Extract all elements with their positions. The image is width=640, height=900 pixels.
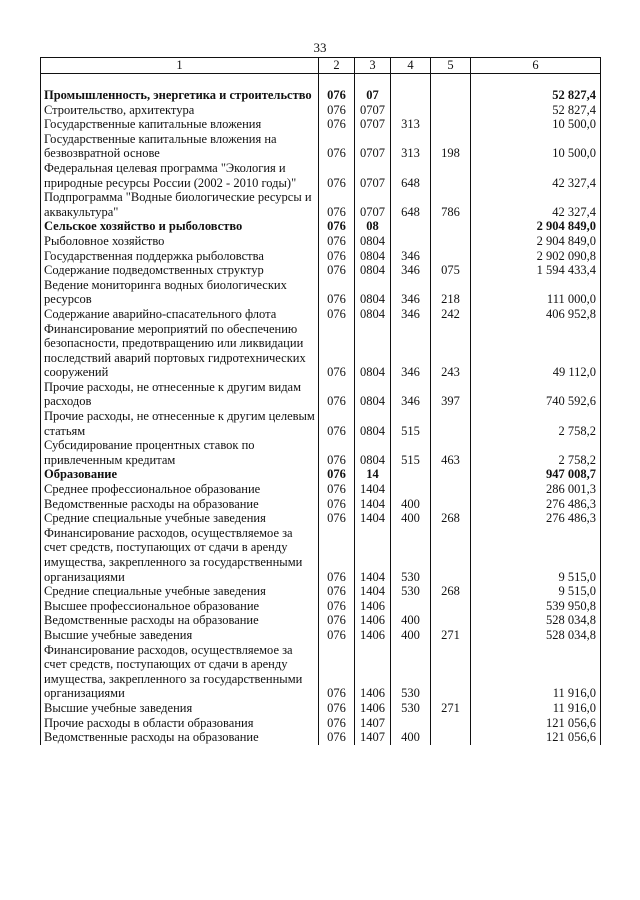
row-amount: 52 827,4 [471,103,601,118]
row-code-col4: 400 [391,511,431,526]
row-code-col2: 076 [319,322,355,380]
row-name: Ведомственные расходы на образование [41,730,319,745]
table-row [41,701,601,716]
table-row [41,380,601,409]
row-code-col2: 076 [319,380,355,409]
row-code-col3: 0804 [355,249,391,264]
row-code-col4 [391,103,431,118]
row-amount: 276 486,3 [471,497,601,512]
row-code-col2: 076 [319,613,355,628]
row-code-col2: 076 [319,409,355,438]
row-name: Строительство, архитектура [41,103,319,118]
row-code-col3: 0804 [355,409,391,438]
row-code-col3: 0707 [355,190,391,219]
row-amount: 406 952,8 [471,307,601,322]
row-code-col3: 0804 [355,278,391,307]
table-row [41,467,601,482]
table-row [41,190,601,219]
row-amount: 10 500,0 [471,117,601,132]
row-code-col4 [391,88,431,103]
row-code-col2: 076 [319,190,355,219]
row-code-col5: 271 [431,701,471,716]
row-name: Рыболовное хозяйство [41,234,319,249]
row-code-col2: 076 [319,628,355,643]
table-row [41,643,601,701]
table-row [41,526,601,584]
row-code-col4: 346 [391,263,431,278]
row-code-col2: 076 [319,307,355,322]
row-code-col5 [431,613,471,628]
table-row [41,584,601,599]
row-name: Прочие расходы, не отнесенные к другим целевым статьям [41,409,319,438]
row-amount: 9 515,0 [471,526,601,584]
row-code-col4: 346 [391,322,431,380]
row-amount: 11 916,0 [471,701,601,716]
row-name: Государственные капитальные вложения на безвозвратной основе [41,132,319,161]
row-code-col3: 1404 [355,482,391,497]
row-code-col5: 218 [431,278,471,307]
table-row [41,716,601,731]
row-amount: 528 034,8 [471,613,601,628]
row-code-col3: 0804 [355,307,391,322]
row-code-col5 [431,103,471,118]
row-name: Ведение мониторинга водных биологических ресурсов [41,278,319,307]
row-name: Высшие учебные заведения [41,628,319,643]
row-code-col3: 1406 [355,643,391,701]
row-name: Финансирование расходов, осуществляемое за счет средств, поступающих от сдачи в аренду имущества, закрепленного за государственными организациями [41,526,319,584]
row-code-col5 [431,497,471,512]
row-amount: 276 486,3 [471,511,601,526]
table-row [41,249,601,264]
row-name: Финансирование мероприятий по обеспечению безопасности, предотвращению или ликвидации последствий аварий портовых гидротехнических сооружений [41,322,319,380]
row-code-col2: 076 [319,467,355,482]
table-row [41,322,601,380]
row-code-col2: 076 [319,438,355,467]
row-name: Средние специальные учебные заведения [41,584,319,599]
row-code-col4 [391,219,431,234]
row-code-col4: 530 [391,643,431,701]
row-name: Среднее профессиональное образование [41,482,319,497]
row-code-col5 [431,467,471,482]
row-name: Средние специальные учебные заведения [41,511,319,526]
row-amount: 1 594 433,4 [471,263,601,278]
table-row [41,278,601,307]
row-code-col2: 076 [319,497,355,512]
row-code-col3: 0707 [355,132,391,161]
row-name: Подпрограмма "Водные биологические ресурсы и аквакультура" [41,190,319,219]
row-code-col2: 076 [319,234,355,249]
row-code-col4: 530 [391,701,431,716]
table-row [41,219,601,234]
row-code-col2: 076 [319,599,355,614]
row-code-col3: 14 [355,467,391,482]
row-amount: 2 904 849,0 [471,219,601,234]
row-code-col5 [431,716,471,731]
table-row [41,307,601,322]
row-code-col5: 268 [431,511,471,526]
row-code-col5: 243 [431,322,471,380]
row-code-col5 [431,161,471,190]
row-code-col4: 515 [391,409,431,438]
row-code-col2: 076 [319,161,355,190]
row-code-col3: 1407 [355,730,391,745]
row-amount: 2 902 090,8 [471,249,601,264]
row-code-col4: 346 [391,307,431,322]
row-code-col4 [391,234,431,249]
row-code-col3: 1406 [355,701,391,716]
column-header-5: 5 [431,58,471,74]
row-code-col3: 0707 [355,103,391,118]
row-code-col4: 400 [391,497,431,512]
row-code-col3: 08 [355,219,391,234]
row-code-col3: 1404 [355,497,391,512]
row-name: Прочие расходы в области образования [41,716,319,731]
row-code-col2: 076 [319,511,355,526]
table-row [41,613,601,628]
row-amount: 42 327,4 [471,161,601,190]
table-row [41,599,601,614]
row-code-col2: 076 [319,482,355,497]
column-header-1: 1 [41,58,319,74]
row-code-col4: 530 [391,584,431,599]
row-amount: 42 327,4 [471,190,601,219]
row-amount: 947 008,7 [471,467,601,482]
row-code-col4: 648 [391,161,431,190]
row-amount: 286 001,3 [471,482,601,497]
row-amount: 52 827,4 [471,88,601,103]
row-code-col3: 07 [355,88,391,103]
row-code-col5: 242 [431,307,471,322]
row-amount: 539 950,8 [471,599,601,614]
table-row [41,132,601,161]
row-code-col4 [391,716,431,731]
row-code-col3: 0804 [355,322,391,380]
page-number: 33 [313,40,327,55]
row-code-col3: 0804 [355,263,391,278]
row-code-col4: 400 [391,730,431,745]
row-code-col5 [431,482,471,497]
table-row [41,161,601,190]
row-code-col5 [431,599,471,614]
row-name: Государственные капитальные вложения [41,117,319,132]
column-header-2: 2 [319,58,355,74]
table-row [41,263,601,278]
row-name: Субсидирование процентных ставок по привлеченным кредитам [41,438,319,467]
table-row [41,628,601,643]
row-code-col4 [391,599,431,614]
row-code-col5: 075 [431,263,471,278]
row-code-col5 [431,234,471,249]
row-code-col2: 076 [319,117,355,132]
row-code-col4: 313 [391,117,431,132]
row-name: Образование [41,467,319,482]
row-code-col3: 0707 [355,161,391,190]
row-code-col2: 076 [319,263,355,278]
table-row [41,497,601,512]
row-code-col2: 076 [319,584,355,599]
row-code-col5: 268 [431,584,471,599]
table-row [41,88,601,103]
spacer-row [41,74,601,89]
row-amount: 740 592,6 [471,380,601,409]
table-row [41,234,601,249]
row-code-col4: 346 [391,249,431,264]
row-code-col5: 463 [431,438,471,467]
row-code-col2: 076 [319,103,355,118]
row-code-col5 [431,526,471,584]
row-amount: 11 916,0 [471,643,601,701]
table-row [41,482,601,497]
row-code-col3: 1404 [355,584,391,599]
row-code-col3: 1406 [355,613,391,628]
row-amount: 528 034,8 [471,628,601,643]
row-amount: 2 758,2 [471,409,601,438]
row-code-col5: 786 [431,190,471,219]
row-code-col4 [391,482,431,497]
row-code-col3: 1404 [355,526,391,584]
row-code-col2: 076 [319,278,355,307]
table-row [41,511,601,526]
row-amount: 9 515,0 [471,584,601,599]
row-name: Прочие расходы, не отнесенные к другим видам расходов [41,380,319,409]
row-code-col2: 076 [319,249,355,264]
row-code-col4: 530 [391,526,431,584]
row-code-col4: 400 [391,628,431,643]
row-amount: 10 500,0 [471,132,601,161]
row-code-col3: 0707 [355,117,391,132]
row-name: Ведомственные расходы на образование [41,613,319,628]
row-code-col4 [391,467,431,482]
row-code-col5 [431,117,471,132]
table-row [41,103,601,118]
row-code-col5 [431,730,471,745]
row-name: Высшие учебные заведения [41,701,319,716]
row-code-col2: 076 [319,88,355,103]
row-code-col5: 198 [431,132,471,161]
row-name: Содержание подведомственных структур [41,263,319,278]
row-code-col3: 1406 [355,599,391,614]
row-code-col4: 313 [391,132,431,161]
column-header-4: 4 [391,58,431,74]
table-row [41,438,601,467]
row-code-col3: 0804 [355,380,391,409]
row-name: Содержание аварийно-спасательного флота [41,307,319,322]
row-amount: 111 000,0 [471,278,601,307]
row-code-col2: 076 [319,716,355,731]
row-amount: 49 112,0 [471,322,601,380]
row-amount: 121 056,6 [471,716,601,731]
row-name: Государственная поддержка рыболовства [41,249,319,264]
row-code-col5 [431,88,471,103]
row-code-col2: 076 [319,643,355,701]
budget-table [40,57,601,745]
row-name: Сельское хозяйство и рыболовство [41,219,319,234]
row-code-col4: 515 [391,438,431,467]
row-code-col2: 076 [319,526,355,584]
table-row [41,409,601,438]
row-amount: 2 758,2 [471,438,601,467]
row-name: Федеральная целевая программа "Экология и природные ресурсы России (2002 - 2010 годы)" [41,161,319,190]
column-header-3: 3 [355,58,391,74]
row-amount: 2 904 849,0 [471,234,601,249]
row-code-col5 [431,643,471,701]
row-code-col4: 346 [391,380,431,409]
row-name: Высшее профессиональное образование [41,599,319,614]
row-name: Промышленность, энергетика и строительство [41,88,319,103]
row-code-col2: 076 [319,132,355,161]
table-row [41,730,601,745]
column-number-row [41,58,601,74]
row-code-col4: 346 [391,278,431,307]
row-code-col4: 648 [391,190,431,219]
row-code-col5 [431,249,471,264]
row-code-col5 [431,409,471,438]
table-row [41,117,601,132]
row-code-col2: 076 [319,701,355,716]
row-code-col5: 271 [431,628,471,643]
row-name: Ведомственные расходы на образование [41,497,319,512]
row-code-col5: 397 [431,380,471,409]
row-name: Финансирование расходов, осуществляемое за счет средств, поступающих от сдачи в аренду имущества, закрепленного за государственными организациями [41,643,319,701]
row-code-col4: 400 [391,613,431,628]
column-header-6: 6 [471,58,601,74]
row-code-col3: 1407 [355,716,391,731]
table-body [41,74,601,745]
row-code-col2: 076 [319,730,355,745]
row-code-col3: 0804 [355,234,391,249]
row-code-col3: 1406 [355,628,391,643]
row-code-col5 [431,219,471,234]
row-amount: 121 056,6 [471,730,601,745]
row-code-col3: 1404 [355,511,391,526]
row-code-col3: 0804 [355,438,391,467]
row-code-col2: 076 [319,219,355,234]
